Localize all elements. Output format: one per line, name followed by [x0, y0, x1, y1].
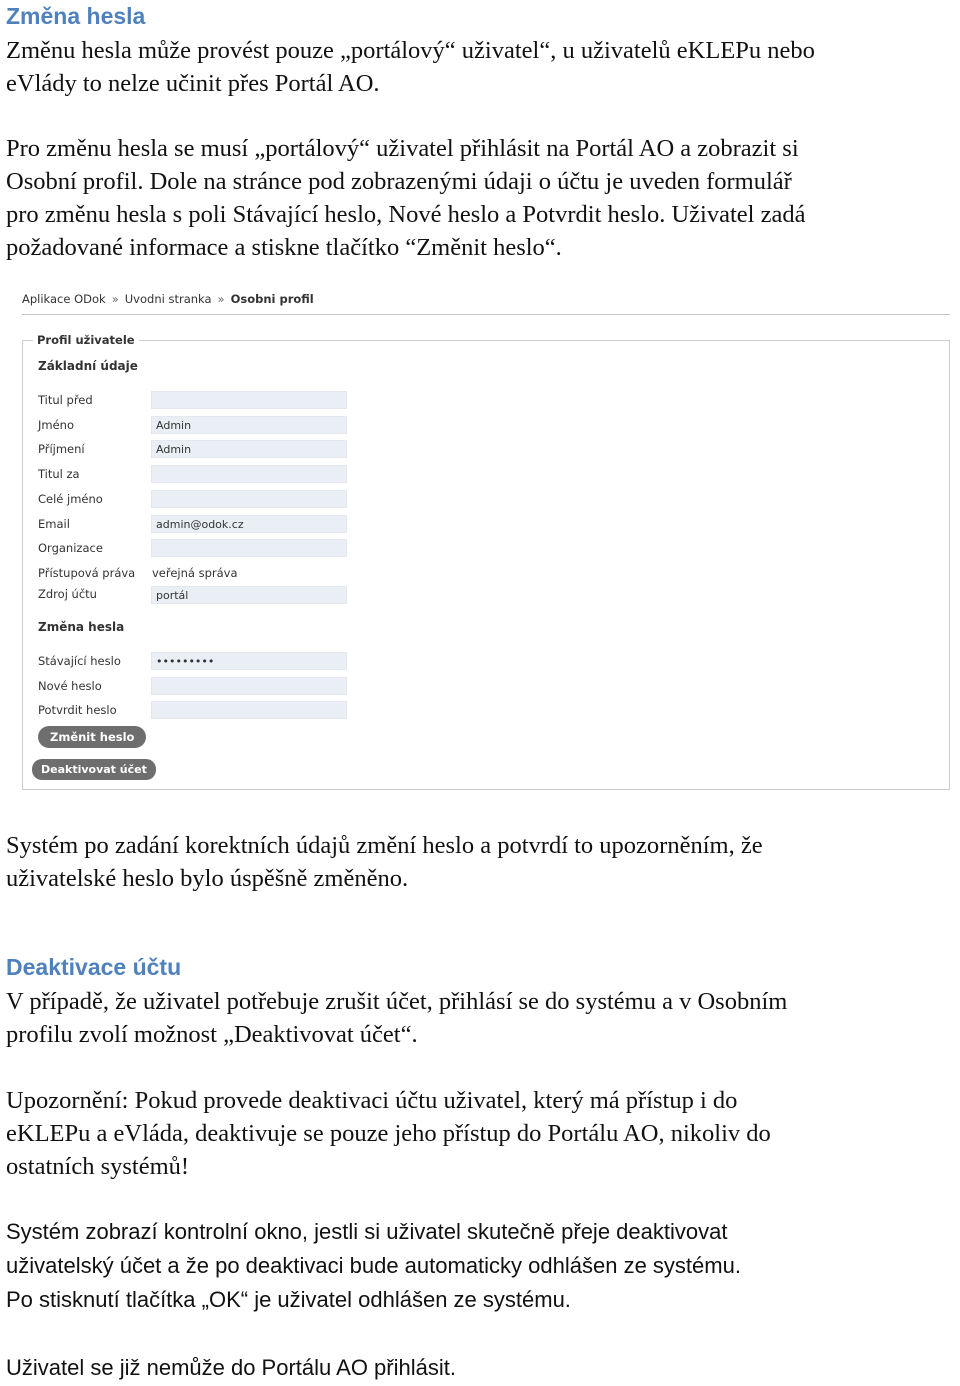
deactivate-account-button[interactable]: Deaktivovat účet	[32, 759, 156, 780]
text-line: ostatních systémů!	[6, 1153, 190, 1180]
fieldset-legend: Profil uživatele	[33, 333, 139, 347]
label-email: Email	[38, 517, 70, 531]
change-password-button[interactable]: Změnit heslo	[38, 726, 146, 748]
label-full-name: Celé jméno	[38, 492, 103, 506]
breadcrumb-separator: »	[111, 292, 119, 306]
label-account-source: Zdroj účtu	[38, 587, 97, 601]
email-field[interactable]: admin@odok.cz	[151, 515, 347, 533]
breadcrumb-divider	[22, 314, 950, 315]
text-line: Upozornění: Pokud provede deaktivaci účtu uživatel, který má přístup i do	[6, 1087, 738, 1114]
breadcrumb-item[interactable]: Uvodni stranka	[124, 292, 212, 306]
paragraph-instructions	[6, 132, 956, 264]
text-line: Pro změnu hesla se musí „portálový“ uživatel přihlásit na Portál AO a zobrazit si	[6, 135, 799, 162]
label-title-after: Titul za	[38, 467, 80, 481]
confirm-password-field[interactable]	[151, 701, 347, 719]
current-password-field[interactable]: •••••••••	[151, 652, 347, 670]
text-line: pro změnu hesla s poli Stávající heslo, Nové heslo a Potvrdit heslo. Uživatel zadá	[6, 201, 806, 228]
text-line: Osobní profil. Dole na stránce pod zobrazenými údaji o účtu je uveden formulář	[6, 168, 792, 195]
label-title-before: Titul před	[38, 393, 93, 407]
last-name-field[interactable]: Admin	[151, 440, 347, 458]
text-line: V případě, že uživatel potřebuje zrušit účet, přihlásí se do systému a v Osobním	[6, 988, 788, 1015]
label-confirm-password: Potvrdit heslo	[38, 703, 117, 717]
breadcrumb-separator: »	[217, 292, 225, 306]
section-basic-info: Základní údaje	[38, 359, 138, 373]
text-line: Systém zobrazí kontrolní okno, jestli si uživatel skutečně přeje deaktivovat	[6, 1219, 728, 1244]
paragraph-deactivation-intro	[6, 985, 956, 1051]
access-rights-value: veřejná správa	[152, 566, 238, 580]
text-line: eVlády to nelze učinit přes Portál AO.	[6, 70, 380, 97]
title-before-field[interactable]	[151, 391, 347, 409]
paragraph-confirmation	[6, 829, 956, 895]
text-line: eKLEPu a eVláda, deaktivuje se pouze jeho přístup do Portálu AO, nikoliv do	[6, 1120, 771, 1147]
full-name-field[interactable]	[151, 490, 347, 508]
first-name-field[interactable]: Admin	[151, 416, 347, 434]
new-password-field[interactable]	[151, 677, 347, 695]
heading-change-password: Změna hesla	[6, 3, 146, 29]
profile-fieldset	[22, 333, 950, 790]
breadcrumb	[22, 292, 314, 306]
label-new-password: Nové heslo	[38, 679, 102, 693]
breadcrumb-current: Osobni profil	[230, 292, 314, 306]
label-last-name: Příjmení	[38, 442, 85, 456]
paragraph-final	[6, 1351, 956, 1385]
account-source-field[interactable]: portál	[151, 586, 347, 604]
text-line: Uživatel se již nemůže do Portálu AO přihlásit.	[6, 1355, 456, 1380]
breadcrumb-item[interactable]: Aplikace ODok	[22, 292, 106, 306]
profile-screenshot	[22, 288, 950, 790]
organization-field[interactable]	[151, 539, 347, 557]
title-after-field[interactable]	[151, 465, 347, 483]
paragraph-confirm-dialog	[6, 1215, 956, 1317]
label-current-password: Stávající heslo	[38, 654, 121, 668]
text-line: uživatelský účet a že po deaktivaci bude automaticky odhlášen ze systému.	[6, 1253, 741, 1278]
label-organization: Organizace	[38, 541, 103, 555]
label-first-name: Jméno	[38, 418, 74, 432]
section-change-password: Změna hesla	[38, 620, 125, 634]
paragraph-warning	[6, 1084, 956, 1183]
label-access-rights: Přístupová práva	[38, 566, 136, 580]
text-line: požadované informace a stiskne tlačítko “Změnit heslo“.	[6, 234, 562, 261]
heading-deactivation: Deaktivace účtu	[6, 954, 182, 980]
paragraph-intro	[6, 34, 956, 100]
text-line: Po stisknutí tlačítka „OK“ je uživatel odhlášen ze systému.	[6, 1287, 571, 1312]
text-line: uživatelské heslo bylo úspěšně změněno.	[6, 865, 409, 892]
text-line: Systém po zadání korektních údajů změní heslo a potvrdí to upozorněním, že	[6, 832, 763, 859]
text-line: Změnu hesla může provést pouze „portálový“ uživatel“, u uživatelů eKLEPu nebo	[6, 37, 815, 64]
text-line: profilu zvolí možnost „Deaktivovat účet“.	[6, 1021, 418, 1048]
